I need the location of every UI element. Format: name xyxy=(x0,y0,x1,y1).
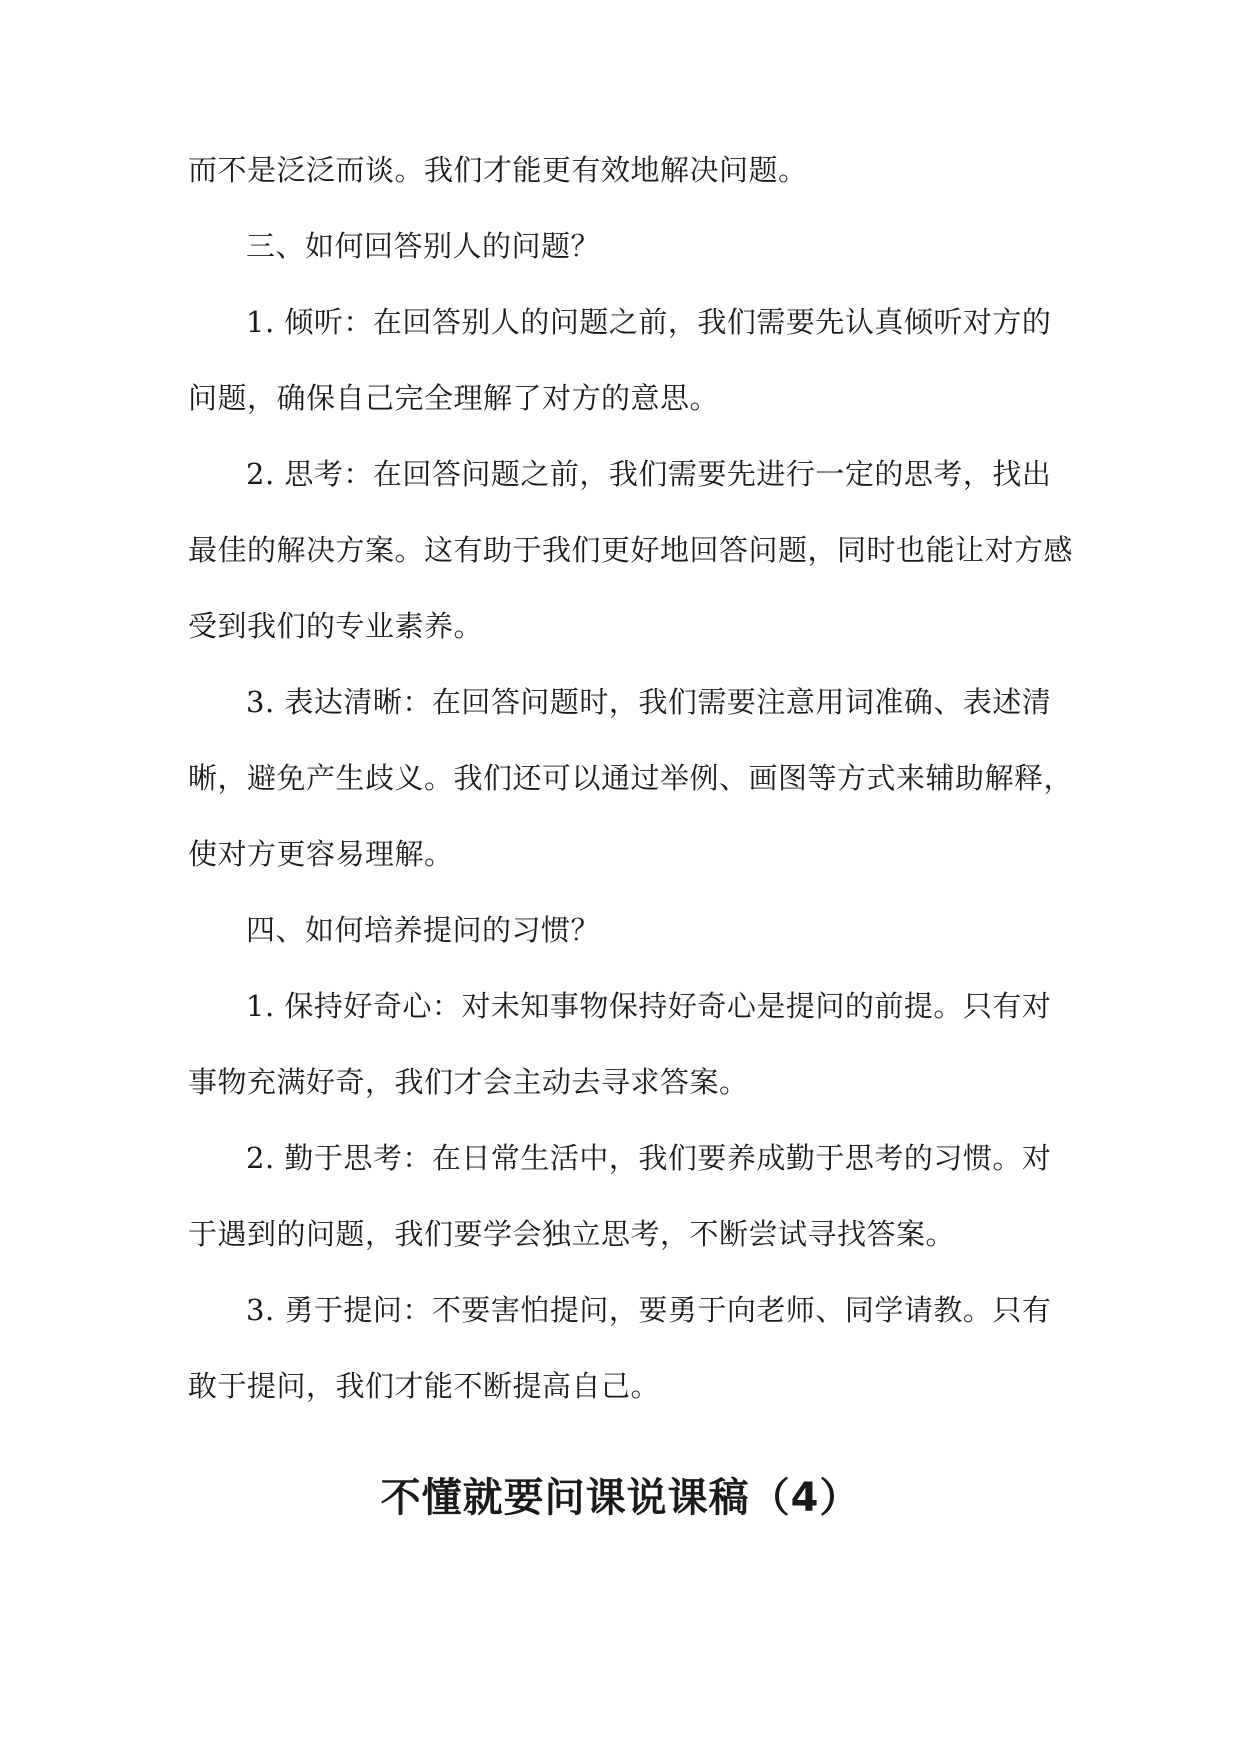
paragraph-line: 1. 保持好奇心：对未知事物保持好奇心是提问的前提。只有对 xyxy=(246,989,1052,1023)
document-title: 不懂就要问课说课稿（4） xyxy=(380,1475,861,1521)
paragraph-line: 1. 倾听：在回答别人的问题之前，我们需要先认真倾听对方的 xyxy=(246,305,1052,339)
paragraph-line: 2. 思考：在回答问题之前，我们需要先进行一定的思考，找出 xyxy=(246,457,1052,491)
section-heading: 三、如何回答别人的问题？ xyxy=(246,229,601,263)
section-heading: 四、如何培养提问的习惯？ xyxy=(246,913,601,947)
paragraph-line: 晰，避免产生歧义。我们还可以通过举例、画图等方式来辅助解释， xyxy=(188,761,1074,795)
paragraph-line: 问题，确保自己完全理解了对方的意思。 xyxy=(188,381,720,415)
paragraph-line: 敢于提问，我们才能不断提高自己。 xyxy=(188,1369,661,1403)
paragraph-line: 3. 勇于提问：不要害怕提问，要勇于向老师、同学请教。只有 xyxy=(246,1293,1052,1327)
paragraph-line: 使对方更容易理解。 xyxy=(188,837,454,871)
paragraph-line: 受到我们的专业素养。 xyxy=(188,609,484,643)
paragraph-line: 事物充满好奇，我们才会主动去寻求答案。 xyxy=(188,1065,749,1099)
paragraph-line: 2. 勤于思考：在日常生活中，我们要养成勤于思考的习惯。对 xyxy=(246,1141,1052,1175)
paragraph-line: 3. 表达清晰：在回答问题时，我们需要注意用词准确、表述清 xyxy=(246,685,1052,719)
paragraph-line: 于遇到的问题，我们要学会独立思考，不断尝试寻找答案。 xyxy=(188,1217,956,1251)
paragraph-line: 最佳的解决方案。这有助于我们更好地回答问题，同时也能让对方感 xyxy=(188,533,1074,567)
paragraph-line: 而不是泛泛而谈。我们才能更有效地解决问题。 xyxy=(188,153,808,187)
